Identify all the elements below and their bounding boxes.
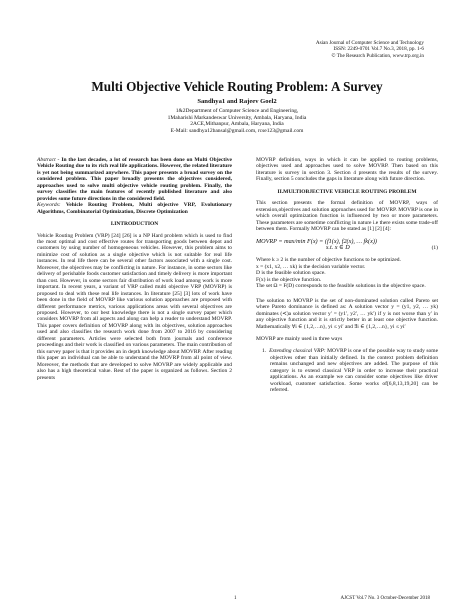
body-paragraph: MOVRP are mainly used in three ways xyxy=(256,335,343,342)
footer-journal: AJCST Vol.7 No. 3 October-December 2018 xyxy=(340,596,430,601)
right-column xyxy=(256,157,438,397)
left-column xyxy=(37,157,232,384)
affiliation-line: 1&2Department of Computer Science and Engineering, xyxy=(175,108,299,114)
body-paragraph: MOVRP definition, ways in which it can be applied to routing problems, objectives used and approaches used to solve MOVRP. Then based on this literature is survey in section 3. Section 4 presents the results of the survey. Finally, section 5 concludes the gaps in literature along with future direction. xyxy=(256,157,438,183)
list-number: 1. xyxy=(262,348,267,355)
body-paragraph: This section presents the formal definition of MOVRP, ways of extension,objectives and solution approaches used for MOVRP. MOVRP is one in which overall optimization function is influenced by two or more parameters. These parameters are sometime conflicting in nature i.e there exists some trade-off between them. Formally MOVRP can be stated as [1] [2] [4]: xyxy=(256,200,438,233)
paper-title: Multi Objective Vehicle Routing Problem: A Survey xyxy=(91,79,383,94)
list-item-label: Extending classical VRP: xyxy=(269,348,326,355)
equation-number: (1) xyxy=(431,244,438,251)
abstract-text: In the last decades, a lot of research has been done on Multi Objective Vehicle Routing due to its rich real life applications. However, the related literature is yet not being summarized anywhere. This paper presents a broad survey on the considered problem. This paper broadly presents the objectives considered, approaches used to solve multi objective vehicle routing problem. Finally, the survey classifies the main features of recently published literature and also provides some future directions in the considered field. xyxy=(37,157,232,202)
journal-issn: ISSN: 2249-0701 Vol.7 No.3, 2018, pp. 1-6 xyxy=(333,46,424,53)
keywords-text: Vehicle Routing Problem, Multi objective VRP, Evolutionary Algorithms, Combinatorial Optimization, Discrete Optimization xyxy=(37,202,232,215)
journal-header xyxy=(316,40,424,59)
affiliations xyxy=(0,108,474,134)
equation-line: s.t. x ∈ D xyxy=(326,243,350,251)
abstract-label: Abstract - xyxy=(37,157,60,163)
intro-heading: I.INTRODUCTION xyxy=(110,221,159,228)
paper-authors: Sandhya1 and Rajeev Goel2 xyxy=(197,98,277,105)
abstract xyxy=(37,157,232,215)
body-paragraph: Where k ≥ 2 is the number of objective functions to be optimized. xyxy=(256,257,401,264)
journal-publisher: © The Research Publication, www.trp.org.in xyxy=(331,52,424,59)
intro-paragraph: Vehicle Routing Problem (VRP) [24] [26] is a NP Hard problem which is used to find the most optimal and cost effective routes for transporting goods between depot and customers by using number of homogeneous vehicles. However, this problem aims to minimize cost of solution as a single objective which is not suitable for real life instances. In real life there can be several other factors associated with a single cost. Moreover, the objectives may be conflicting in nature. For instance, in some sectors like delivery of perishable foods customer satisfaction and timely delivery is more important than cost. However, in some sectors fair distribution of work load among work is more important. In recent years, a variant of VRP called multi objective VRP (MOVRP) is proposed to deal with these real life instances. In literature [25] [3] lots of work have been done in the field of MOVRP like various solution approaches are proposed with different performance metrics, various applications areas with several objectives are proposed. However, to our best knowledge there is not a single survey paper which considers MOVRP from all aspects and along can help a reader to understand MOVRP. This paper covers definition of MOVRP along with its objectives, solution approaches used and also classifies the research work done from 2007 to 2016 by considering different parameters. Articles were selected both from journals and conference proceedings and their work is classified on various parameters. The main contribution of this survey paper is that it provides an in depth knowledge about MOVRP. After reading this paper an individual can be able to understand the MOVRP from all point of view. Moreover, the methods that are developed to solve MOVRP are widely applicable and also has a high theoretical value. Rest of the paper is organized as follows. Section 2 presents xyxy=(37,232,232,381)
body-paragraph: The solution to MOVRP is the set of non-dominated solution called Pareto set where Pareto dominance is defined as: A solution vector y = (y1, y2, … yk) dominates (≺)a solution vector y′ = (y1′, y2′, … yk′) if y is not worse than y′ in any objective function and it is strictly better in at least one objective function. Mathematically ∀i ∈ {1,2,…n}, yi ≤ yi′ and ∃i ∈ {1,2,…n}, yi ≤ yi′ xyxy=(256,297,438,330)
equation-1 xyxy=(256,239,438,252)
section2-heading: II.MULTIOBJECTIVE VEHICLE ROUTING PROBLEM xyxy=(277,188,417,195)
affiliation-email: E-Mail: sandhya12bansal@gmail.com, rcse123@gmail.com xyxy=(170,127,304,134)
page-number: 1 xyxy=(234,596,237,601)
body-paragraph: x = (x1, x2, … xk) is the decision variable vector. xyxy=(256,263,366,270)
body-paragraph: The set Ω = F(D) corresponds to the feasible solutions in the objective space. xyxy=(256,283,426,290)
body-paragraph: F(x) is the objective function. xyxy=(256,276,322,283)
affiliation-line: 2ACE,Mithanpur, Ambala, Haryana, India xyxy=(190,121,284,128)
keywords-label: Keywords: xyxy=(37,202,61,209)
list-item-text: MOVRP is one of the possible way to study some objectives other than initially defined. In the context problem definition remains unchanged and new objectives are added. The purpose of this category is to extend classical VRP in order to increase their practical applications. As an example we can consider some objectives like driver workload, customer satisfaction. Some works of[6,8,13,19,20] can be referred. xyxy=(270,348,439,394)
list-item xyxy=(256,348,438,393)
affiliation-line: 1Maharishi Markandeswar University, Ambala, Haryana, India xyxy=(167,114,307,121)
journal-name: Asian Journal of Computer Science and Technology xyxy=(315,40,424,46)
body-paragraph: D is the feasible solution space. xyxy=(256,270,326,277)
equation-line: MOVRP = max/min F(x) = (f1(x), f2(x), … fk(x)) xyxy=(256,237,377,245)
